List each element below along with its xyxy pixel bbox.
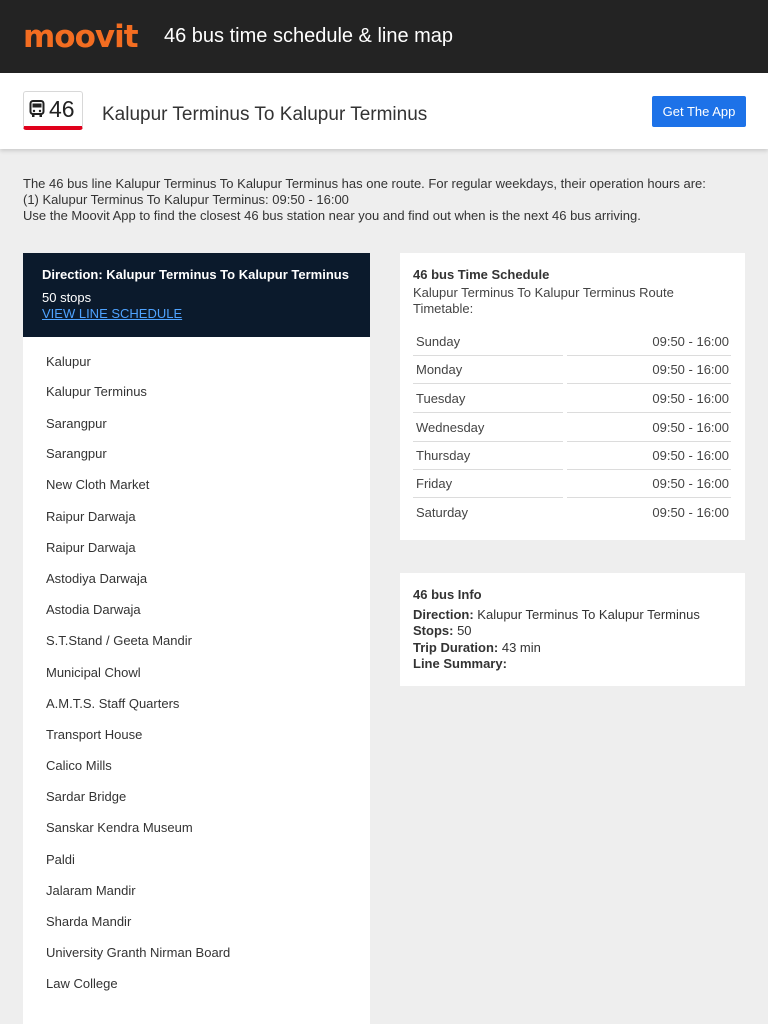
stop-item[interactable]: Kalupur: [46, 354, 91, 369]
intro-line: (1) Kalupur Terminus To Kalupur Terminus: 09:50 - 16:00: [23, 192, 349, 207]
top-bar: [0, 0, 768, 73]
bus-icon: [29, 100, 45, 118]
page-title: 46 bus time schedule & line map: [164, 25, 454, 47]
schedule-time: 09:50 - 16:00: [652, 391, 729, 406]
row-divider: [567, 497, 731, 498]
stop-item[interactable]: Sardar Bridge: [46, 789, 127, 804]
route-name: Kalupur Terminus To Kalupur Terminus: [102, 104, 428, 125]
direction-card: [23, 253, 370, 1024]
info-direction-value: Kalupur Terminus To Kalupur Terminus: [477, 607, 700, 622]
stop-item[interactable]: Law College: [46, 976, 118, 991]
stop-item[interactable]: Sarangpur: [46, 416, 107, 431]
schedule-day: Wednesday: [416, 420, 485, 435]
stop-item[interactable]: Jalaram Mandir: [46, 883, 136, 898]
schedule-row: [413, 470, 731, 498]
schedule-day: Saturday: [416, 505, 469, 520]
stop-item[interactable]: Paldi: [46, 852, 75, 867]
get-the-app-button[interactable]: Get The App: [652, 96, 746, 127]
schedule-time: 09:50 - 16:00: [652, 476, 729, 491]
stop-item[interactable]: Sanskar Kendra Museum: [46, 820, 193, 835]
info-summary-label: Line Summary:: [413, 656, 507, 671]
stops-count: 50 stops: [42, 290, 92, 305]
stop-item[interactable]: Astodia Darwaja: [46, 602, 141, 617]
info-duration-label: Trip Duration:: [413, 640, 499, 655]
route-number: 46: [49, 96, 75, 122]
schedule-time: 09:50 - 16:00: [652, 505, 729, 520]
direction-header: [23, 253, 370, 337]
info-duration: [413, 640, 541, 656]
info-direction-label: Direction:: [413, 607, 474, 622]
schedule-card: [400, 253, 745, 540]
stop-item[interactable]: Sharda Mandir: [46, 914, 132, 929]
info-direction: [413, 607, 700, 623]
stop-item[interactable]: Raipur Darwaja: [46, 540, 136, 555]
schedule-day: Tuesday: [416, 391, 466, 406]
info-duration-value: 43 min: [501, 640, 541, 655]
schedule-row: [413, 442, 731, 470]
stop-item[interactable]: University Granth Nirman Board: [46, 945, 231, 960]
info-title: 46 bus Info: [413, 587, 482, 602]
stop-item[interactable]: A.M.T.S. Staff Quarters: [46, 696, 180, 711]
schedule-time: 09:50 - 16:00: [652, 448, 729, 463]
route-badge: [23, 91, 83, 130]
schedule-row: [413, 328, 731, 356]
schedule-time: 09:50 - 16:00: [652, 362, 729, 377]
stop-item[interactable]: Sarangpur: [46, 446, 107, 461]
info-stops-label: Stops:: [413, 623, 454, 638]
row-divider: [413, 497, 563, 498]
schedule-subtitle: Kalupur Terminus To Kalupur Terminus Route Timetable:: [413, 285, 674, 316]
intro-line: Use the Moovit App to find the closest 46 bus station near you and find out when is the next 46 bus arriving.: [23, 208, 641, 223]
info-stops: [413, 623, 472, 639]
schedule-row: [413, 356, 731, 384]
schedule-time: 09:50 - 16:00: [652, 334, 729, 349]
schedule-day: Friday: [416, 476, 453, 491]
schedule-title: 46 bus Time Schedule: [413, 267, 550, 282]
row-divider: [567, 383, 731, 384]
direction-title: Direction: Kalupur Terminus To Kalupur Terminus: [42, 267, 349, 282]
intro-line: The 46 bus line Kalupur Terminus To Kalupur Terminus has one route. For regular weekdays, their operation hours are:: [23, 176, 706, 191]
bus-info-card: [400, 573, 745, 686]
info-summary: [413, 656, 507, 672]
stop-item[interactable]: Kalupur Terminus: [46, 384, 147, 399]
intro-text: [23, 176, 745, 224]
view-line-schedule-link[interactable]: VIEW LINE SCHEDULE: [42, 306, 183, 321]
stop-item[interactable]: Raipur Darwaja: [46, 509, 136, 524]
row-divider: [413, 412, 563, 413]
schedule-day: Sunday: [416, 334, 461, 349]
stop-item[interactable]: Municipal Chowl: [46, 665, 141, 680]
schedule-row: [413, 385, 731, 413]
info-stops-value: 50: [457, 623, 472, 638]
stop-item[interactable]: Astodiya Darwaja: [46, 571, 148, 586]
schedule-day: Monday: [416, 362, 463, 377]
moovit-logo[interactable]: moovit: [23, 19, 138, 55]
stop-item[interactable]: S.T.Stand / Geeta Mandir: [46, 633, 192, 648]
stop-item[interactable]: Transport House: [46, 727, 143, 742]
row-divider: [567, 412, 731, 413]
schedule-time: 09:50 - 16:00: [652, 420, 729, 435]
row-divider: [413, 383, 563, 384]
schedule-row: [413, 414, 731, 442]
schedule-row: [413, 499, 731, 527]
stop-item[interactable]: New Cloth Market: [46, 477, 150, 492]
stop-item[interactable]: Calico Mills: [46, 758, 112, 773]
schedule-day: Thursday: [416, 448, 471, 463]
